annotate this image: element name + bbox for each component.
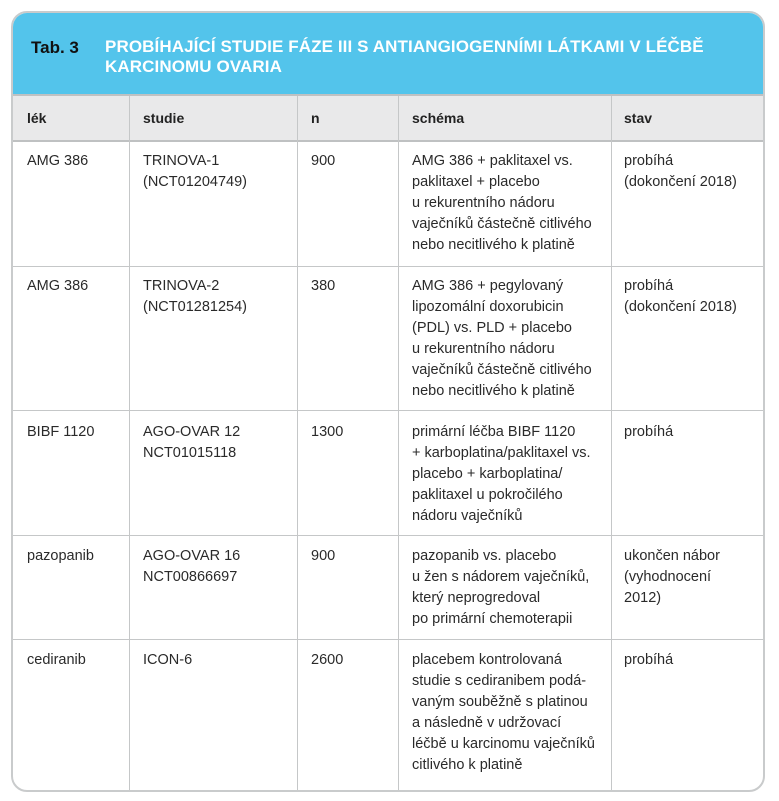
column-divider (398, 96, 399, 790)
cell-stav: probíhá (dokončení 2018) (624, 153, 737, 190)
cell-schema: primární léčba BIBF 1120 + karboplatina/paklitaxel vs. placebo + karboplatina/ paklitaxel u pokročilého nádoru vaječníků (412, 424, 591, 524)
cell-lek: pazopanib (27, 548, 94, 564)
cell-n: 1300 (311, 424, 344, 440)
table-card (11, 11, 765, 792)
row-separator (13, 535, 763, 536)
cell-lek: AMG 386 (27, 153, 89, 169)
cell-n: 380 (311, 278, 336, 294)
cell-n: 2600 (311, 652, 344, 668)
row-separator (13, 266, 763, 267)
header-studie: studie (143, 110, 185, 126)
cell-schema: AMG 386 + paklitaxel vs. paklitaxel + placebo u rekurentního nádoru vaječníků částečně citlivého nebo necitlivého k platině (412, 153, 592, 253)
cell-schema: AMG 386 + pegylovaný lipozomální doxorubicin (PDL) vs. PLD + placebo u rekurentního nádoru vaječníků částečně citlivého nebo necitlivého k platině (412, 278, 592, 399)
cell-stav: ukončen nábor (vyhodnocení 2012) (624, 548, 720, 606)
cell-lek: BIBF 1120 (27, 424, 95, 440)
header-stav: stav (624, 110, 653, 126)
header-schema: schéma (412, 110, 465, 126)
row-separator (13, 639, 763, 640)
table-title-bar (13, 13, 763, 96)
cell-studie: TRINOVA-1 (NCT01204749) (143, 153, 247, 190)
cell-stav: probíhá (624, 424, 674, 440)
cell-stav: probíhá (dokončení 2018) (624, 278, 737, 315)
cell-studie: AGO-OVAR 12 NCT01015118 (143, 424, 241, 461)
cell-schema: pazopanib vs. placebo u žen s nádorem vaječníků, který neprogredoval po primární chemoterapii (412, 548, 590, 627)
header-n: n (311, 110, 320, 126)
cell-n: 900 (311, 548, 336, 564)
cell-stav: probíhá (624, 652, 674, 668)
cell-lek: cediranib (27, 652, 86, 668)
cell-studie: ICON-6 (143, 652, 193, 668)
cell-studie: TRINOVA-2 (NCT01281254) (143, 278, 247, 315)
row-separator (13, 410, 763, 411)
table-title: PROBÍHAJÍCÍ STUDIE FÁZE III S ANTIANGIOGENNÍMI LÁTKAMI V LÉČBĚ KARCINOMU OVARIA (105, 37, 704, 76)
column-divider (129, 96, 130, 790)
column-divider (297, 96, 298, 790)
header-lek: lék (27, 110, 47, 126)
column-divider (611, 96, 612, 790)
table-number: Tab. 3 (31, 38, 79, 57)
cell-lek: AMG 386 (27, 278, 89, 294)
cell-schema: placebem kontrolovaná studie s cediranibem podá- vaným souběžně s platinou a následně v udržovací léčbě u karcinomu vaječníků citlivého k platině (412, 652, 595, 773)
cell-studie: AGO-OVAR 16 NCT00866697 (143, 548, 241, 585)
cell-n: 900 (311, 153, 336, 169)
